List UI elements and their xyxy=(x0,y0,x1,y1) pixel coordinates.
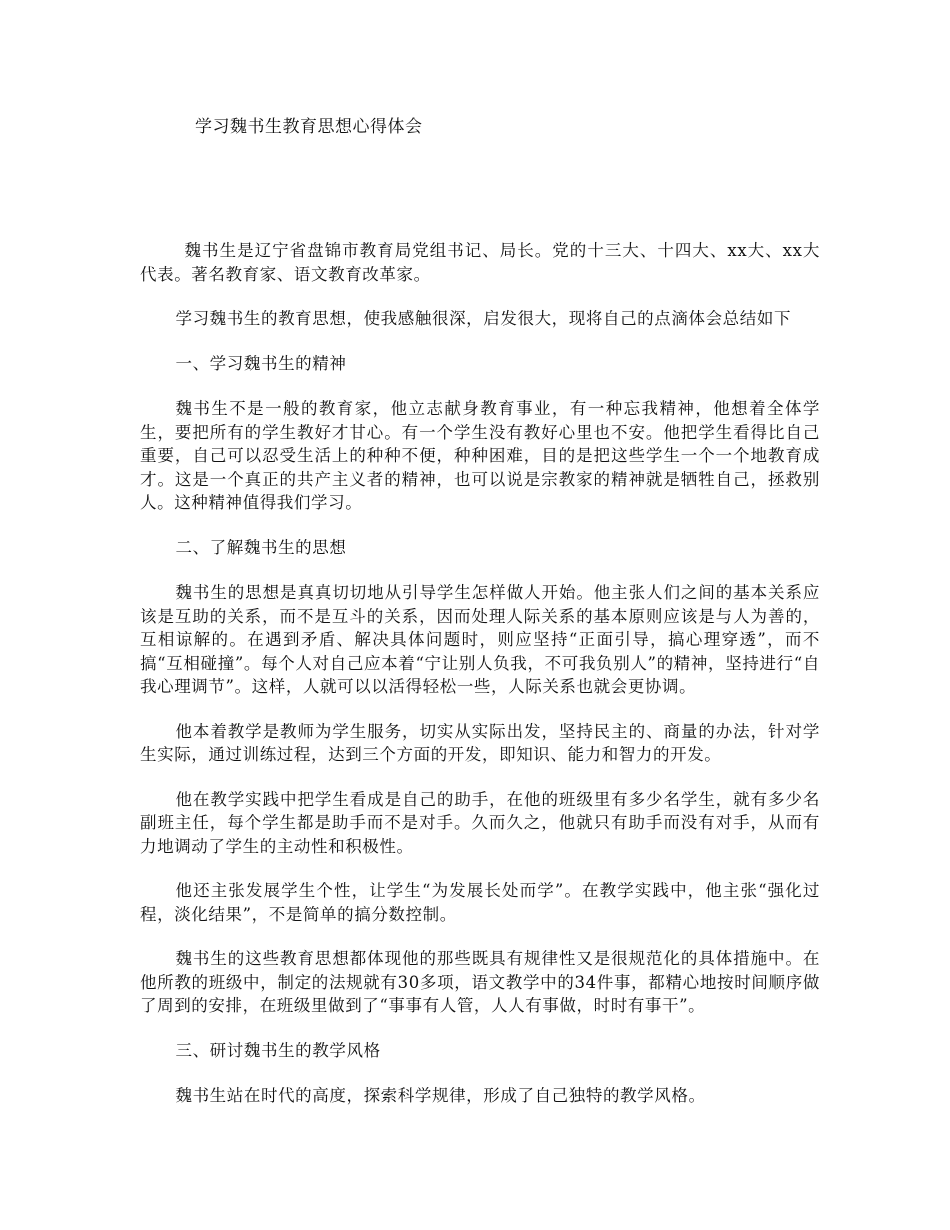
paragraph-summary-lead: 学习魏书生的教育思想，使我感触很深，启发很大，现将自己的点滴体会总结如下 xyxy=(175,309,792,328)
document-body xyxy=(140,239,820,1129)
section-heading-2: 二、了解魏书生的思想 xyxy=(175,537,347,557)
section-heading-1: 一、学习魏书生的精神 xyxy=(175,353,347,373)
paragraph-teaching-service: 他本着教学是教师为学生服务，切实从实际出发，坚持民主的、商量的办法，针对学生实际，通过训练过程，达到三个方面的开发，即知识、能力和智力的开发。 xyxy=(140,721,820,764)
paragraph-thought: 魏书生的思想是真真切切地从引导学生怎样做人开始。他主张人们之间的基本关系应该是互助的关系，而不是互斗的关系，因而处理人际关系的基本原则应该是与人为善的，互相谅解的。在遇到矛盾、解决具体问题时，则应坚持“正面引导，搞心理穿透”，而不搞“互相碰撞”。每个人对自己应本着“宁让别人负我，不可我负别人”的精神，坚持进行“自我心理调节”。这样，人就可以以活得轻松一些，人际关系也就会更协调。 xyxy=(140,583,820,696)
paragraph-intro: 魏书生是辽宁省盘锦市教育局党组书记、局长。党的十三大、十四大、xx大、xx大代表。著名教育家、语文教育改革家。 xyxy=(140,241,820,284)
section-heading-3: 三、研讨魏书生的教学风格 xyxy=(175,1040,381,1060)
paragraph-individuality: 他还主张发展学生个性，让学生“为发展长处而学”。在教学实践中，他主张“强化过程，淡化结果”，不是简单的搞分数控制。 xyxy=(140,881,820,924)
paragraph-style: 魏书生站在时代的高度，探索科学规律，形成了自己独特的教学风格。 xyxy=(175,1086,706,1105)
paragraph-student-assistants: 他在教学实践中把学生看成是自己的助手，在他的班级里有多少名学生，就有多少名副班主任，每个学生都是助手而不是对手。久而久之，他就只有助手而没有对手，从而有力地调动了学生的主动性和积极性。 xyxy=(140,789,820,856)
document-title: 学习魏书生教育思想心得体会 xyxy=(195,117,423,137)
paragraph-measures: 魏书生的这些教育思想都体现他的那些既具有规律性又是很规范化的具体措施中。在他所教的班级中，制定的法规就有30多项，语文教学中的34件事，都精心地按时间顺序做了周到的安排，在班级里做到了“事事有人管，人人有事做，时时有事干”。 xyxy=(140,949,820,1015)
paragraph-spirit: 魏书生不是一般的教育家，他立志献身教育事业，有一种忘我精神，他想着全体学生，要把所有的学生教好才甘心。有一个学生没有教好心里也不安。他把学生看得比自己重要，自己可以忍受生活上的种种不便，种种困难，目的是把这些学生一个一个地教育成才。这是一个真正的共产主义者的精神，也可以说是宗教家的精神就是牺牲自己，拯救别人。这种精神值得我们学习。 xyxy=(140,399,820,512)
